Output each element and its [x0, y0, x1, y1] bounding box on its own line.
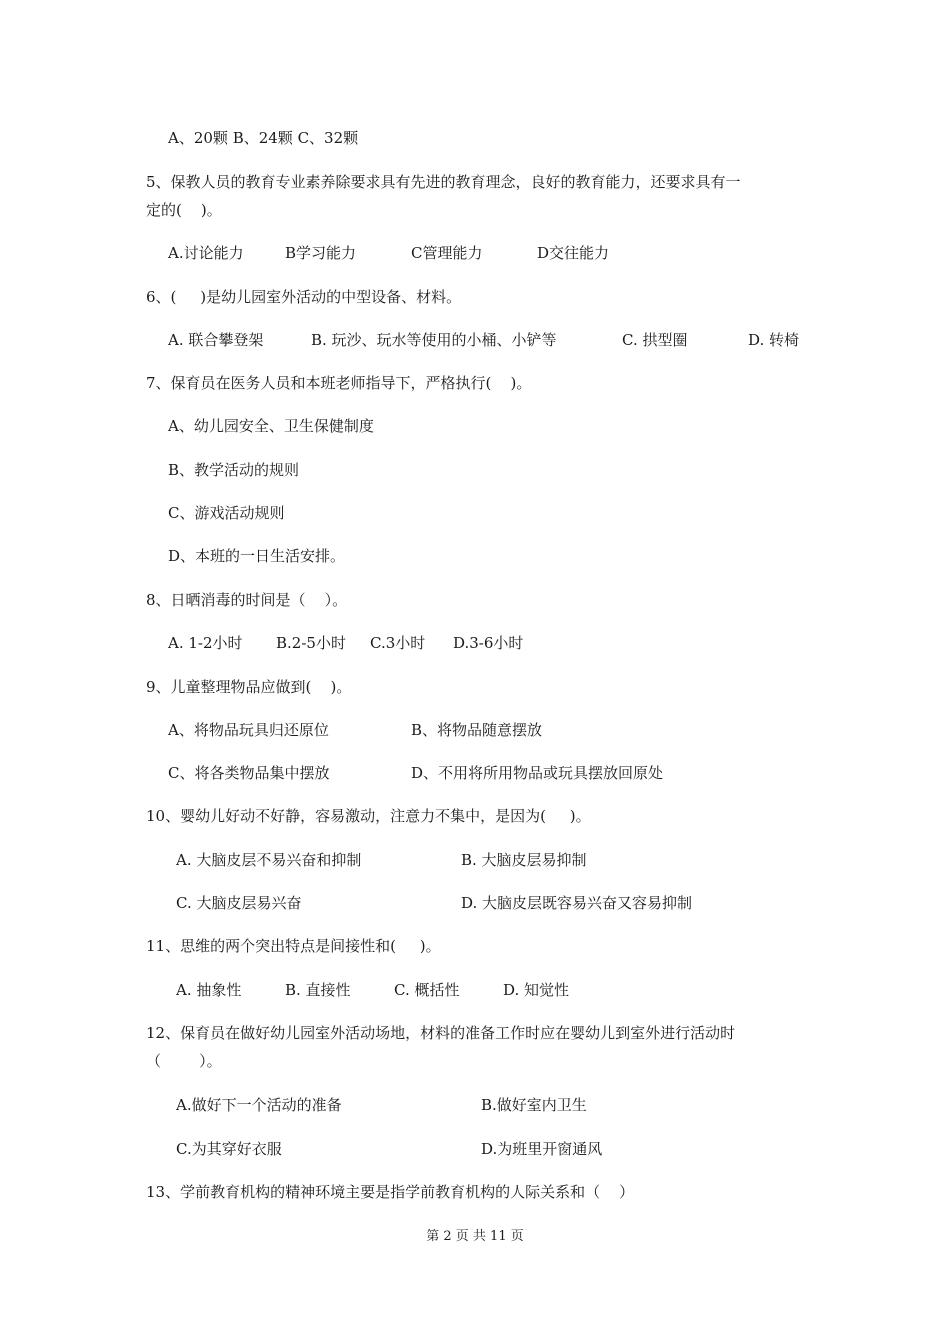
q5-option-b: B学习能力: [285, 244, 357, 262]
q11-option-a: A. 抽象性: [176, 981, 242, 999]
page-footer: 第 2 页 共 11 页: [426, 1229, 524, 1244]
q10-stem: 10、婴幼儿好动不好静，容易激动，注意力不集中，是因为( )。: [146, 807, 591, 825]
q8-option-c: C.3小时: [370, 634, 426, 652]
q12-option-d: D.为班里开窗通风: [481, 1140, 603, 1158]
q7-option-c: C、游戏活动规则: [168, 504, 285, 522]
q12-stem-line2: （ ）。: [146, 1052, 222, 1070]
q11-option-d: D. 知觉性: [503, 981, 570, 999]
q6-option-b: B. 玩沙、玩水等使用的小桶、小铲等: [311, 331, 557, 349]
q6-option-a: A. 联合攀登架: [168, 331, 264, 349]
q10-option-a: A. 大脑皮层不易兴奋和抑制: [176, 851, 362, 869]
q8-option-b: B.2-5小时: [276, 634, 346, 652]
q9-stem: 9、儿童整理物品应做到( )。: [146, 678, 352, 696]
q12-stem-line1: 12、保育员在做好幼儿园室外活动场地，材料的准备工作时应在婴幼儿到室外进行活动时: [146, 1024, 736, 1042]
q6-option-d: D. 转椅: [748, 331, 800, 349]
q9-option-b: B、将物品随意摆放: [411, 721, 543, 739]
q12-option-a: A.做好下一个活动的准备: [176, 1096, 342, 1114]
q11-stem: 11、思维的两个突出特点是间接性和( )。: [146, 937, 441, 955]
q7-stem: 7、保育员在医务人员和本班老师指导下，严格执行( )。: [146, 374, 532, 392]
q10-option-c: C. 大脑皮层易兴奋: [176, 894, 302, 912]
q9-option-c: C、将各类物品集中摆放: [168, 764, 330, 782]
q6-stem: 6、( )是幼儿园室外活动的中型设备、材料。: [146, 288, 462, 306]
q5-option-d: D交往能力: [537, 244, 610, 262]
q7-option-b: B、教学活动的规则: [168, 461, 300, 479]
q11-option-c: C. 概括性: [394, 981, 460, 999]
q12-option-c: C.为其穿好衣服: [176, 1140, 282, 1158]
q8-option-a: A. 1-2小时: [168, 634, 243, 652]
q12-option-b: B.做好室内卫生: [481, 1096, 587, 1114]
q7-option-a: A、幼儿园安全、卫生保健制度: [168, 417, 374, 435]
q7-option-d: D、本班的一日生活安排。: [168, 547, 346, 565]
q5-stem-line2: 定的( )。: [146, 201, 222, 219]
q9-option-a: A、将物品玩具归还原位: [168, 721, 329, 739]
q9-option-d: D、不用将所用物品或玩具摆放回原处: [411, 764, 664, 782]
q6-option-c: C. 拱型圈: [622, 331, 688, 349]
q8-stem: 8、日晒消毒的时间是（ ）。: [146, 591, 348, 609]
q5-stem-line1: 5、保教人员的教育专业素养除要求具有先进的教育理念，良好的教育能力，还要求具有一: [146, 173, 741, 191]
q4-options: A、20颗 B、24颗 C、32颗: [168, 129, 359, 147]
q13-stem: 13、学前教育机构的精神环境主要是指学前教育机构的人际关系和（ ）: [146, 1183, 635, 1201]
q11-option-b: B. 直接性: [285, 981, 351, 999]
q5-option-c: C管理能力: [411, 244, 483, 262]
q8-option-d: D.3-6小时: [453, 634, 524, 652]
q10-option-b: B. 大脑皮层易抑制: [461, 851, 587, 869]
q5-option-a: A.讨论能力: [168, 244, 244, 262]
q10-option-d: D. 大脑皮层既容易兴奋又容易抑制: [461, 894, 693, 912]
